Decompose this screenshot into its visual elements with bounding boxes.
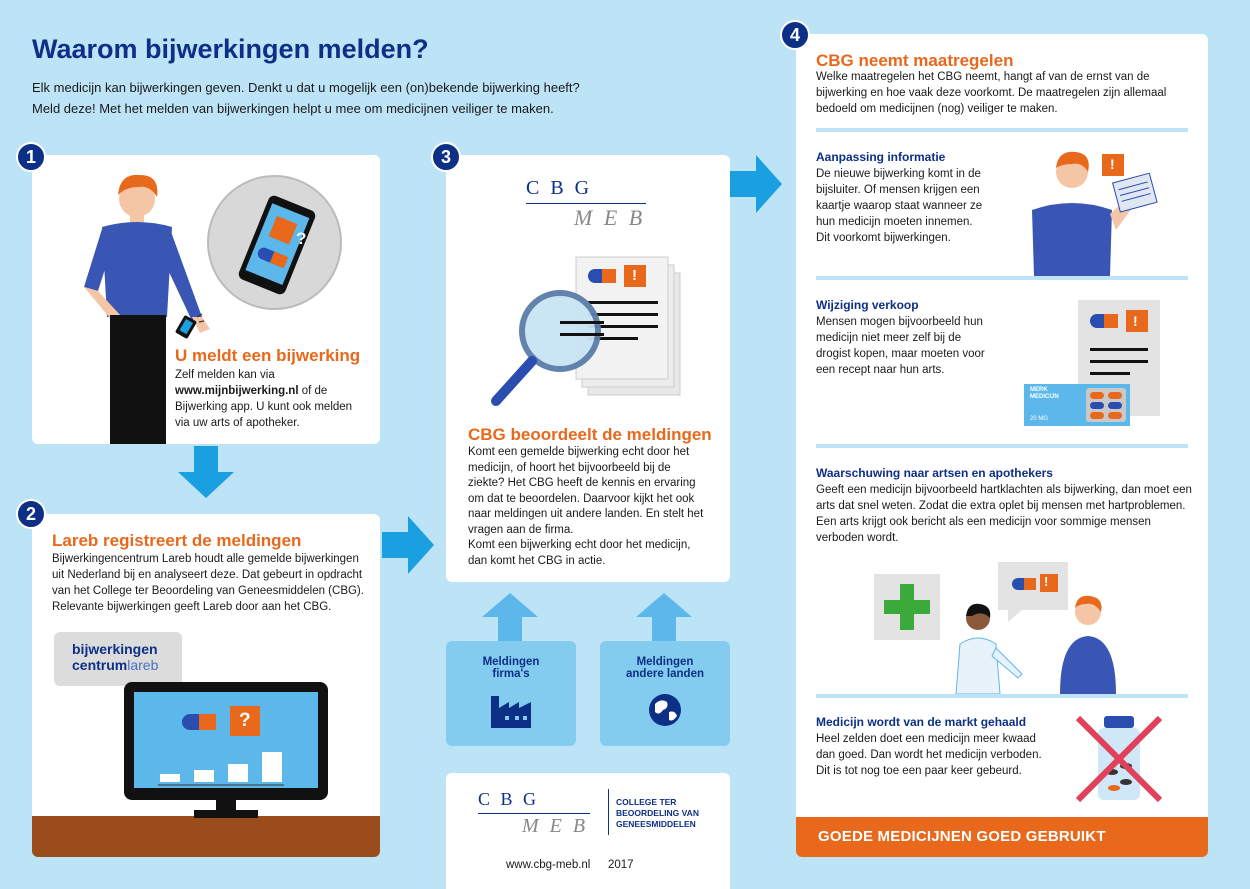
- footer-org-name: [616, 797, 699, 830]
- step1-title: U meldt een bijwerking: [175, 346, 361, 365]
- person-with-leaflet-illustration: [1022, 150, 1172, 276]
- phone-icon: [222, 190, 332, 300]
- section-text-markt: [816, 731, 1076, 779]
- desk: [32, 816, 380, 857]
- section-line: kaartje waarop staat wanneer ze: [816, 200, 983, 212]
- step3-line: Komt een bijwerking echt door het medicijn,: [468, 539, 691, 551]
- lareb-logo-light: lareb: [127, 657, 159, 673]
- lareb-logo: [54, 632, 182, 686]
- step2-line: Relevante bijwerkingen geeft Lareb door aan het CBG.: [52, 601, 332, 613]
- footer-cbg-logo: [478, 789, 598, 845]
- step3-line: Komt een gemelde bijwerking echt door het: [468, 446, 690, 458]
- step4-card: [796, 34, 1208, 857]
- source-label-line1: Meldingen: [482, 656, 540, 668]
- section-line: medicijn niet meer zelf bij de: [816, 332, 962, 344]
- step2-title: Lareb registreert de meldingen: [52, 531, 302, 550]
- cbg-logo: [526, 177, 656, 237]
- step3-card: [446, 155, 730, 582]
- source-label-line2: andere landen: [626, 668, 704, 680]
- section-line: verboden wordt.: [816, 532, 899, 544]
- lareb-logo-bold: centrum: [72, 657, 128, 673]
- package-label-line2: MEDICIJN: [1030, 394, 1059, 400]
- section-text-aanpassing: [816, 166, 1026, 246]
- divider: [816, 444, 1188, 448]
- step3-line: naar meldingen uit andere landen. En stelt het: [468, 508, 704, 520]
- speech-alert-symbol: !: [1044, 574, 1049, 589]
- monitor-illustration: [124, 682, 328, 822]
- section-line: arts dat snel weten. Zodat die extra oplet bij mensen met hartproblemen.: [816, 500, 1186, 512]
- section-line: dan goed. Dan wordt het medicijn verboden.: [816, 749, 1042, 761]
- arrow-down-icon: [178, 446, 234, 498]
- section-line: Geeft een medicijn bijvoorbeeld hartklachten als bijwerking, dan moet een: [816, 484, 1192, 496]
- source-box-firmas: [446, 641, 576, 746]
- section-line: Mensen mogen bijvoorbeeld hun: [816, 316, 983, 328]
- phone-question-symbol: ?: [296, 229, 307, 248]
- cbg-logo-bottom: M E B: [574, 205, 646, 230]
- step3-line: medicijn, of hoort het bijvoorbeeld bij de: [468, 461, 671, 474]
- section-line: De nieuwe bijwerking komt in de: [816, 168, 981, 180]
- arrow-up-icon: [482, 593, 538, 641]
- step1-line2-suffix: of de: [298, 385, 328, 397]
- step1-line3: Bijwerking app. U kunt ook melden: [175, 401, 353, 413]
- section-line: Een arts krijgt ook bericht als een medicijn voor sommige mensen: [816, 516, 1151, 528]
- section-line: bijsluiter. Of mensen krijgen een: [816, 184, 980, 196]
- step3-number-badge: 3: [431, 142, 461, 172]
- step2-number-badge: 2: [16, 499, 46, 529]
- prescription-and-package-illustration: [1022, 296, 1162, 430]
- step4-intro-line: bedoeld om medicijnen (nog) veiliger te maken.: [816, 103, 1058, 115]
- small-phone-icon: [175, 313, 205, 341]
- package-dose: 20 MG: [1030, 416, 1049, 422]
- arrow-right-icon: [382, 516, 434, 574]
- package-alert-symbol: !: [1133, 313, 1138, 329]
- divider: [816, 276, 1188, 280]
- banned-medicine-icon: [1072, 712, 1166, 806]
- footer-year: 2017: [608, 859, 634, 871]
- source-box-andere-landen: [600, 641, 730, 746]
- step3-line: vragen aan de firma.: [468, 523, 574, 536]
- step3-text: [468, 445, 726, 569]
- footer-logo-card: [446, 773, 730, 889]
- section-line: hun medicijn moeten innemen.: [816, 216, 973, 228]
- section-line: drogist kopen, maar moeten voor: [816, 348, 985, 360]
- mijnbijwerking-link[interactable]: www.mijnbijwerking.nl: [175, 385, 299, 397]
- lareb-logo-line1: bijwerkingen: [72, 641, 158, 657]
- step2-text: [52, 551, 372, 615]
- step3-line: om dat te beoordelen. Daarvoor kijkt het ook: [468, 492, 695, 505]
- leaflet-alert-symbol: !: [1110, 156, 1115, 172]
- section-title-markt: Medicijn wordt van de markt gehaald: [816, 715, 1027, 729]
- footer-org-line2: BEOORDELING VAN: [616, 808, 699, 818]
- section-title-verkoop: Wijziging verkoop: [816, 298, 919, 312]
- section-line: Heel zelden doet een medicijn meer kwaad: [816, 733, 1036, 745]
- source-label-line2: firma's: [492, 668, 530, 680]
- section-line: een recept naar hun arts.: [816, 364, 945, 376]
- divider: [816, 694, 1188, 698]
- divider: [816, 128, 1188, 132]
- screen-question-symbol: ?: [239, 710, 251, 731]
- step2-line: van het College ter Beoordeling van Geneesmiddelen (CBG).: [52, 585, 364, 597]
- footer-url[interactable]: www.cbg-meb.nl: [506, 859, 591, 871]
- footer-org-line3: GENEESMIDDELEN: [616, 819, 696, 829]
- globe-icon: [647, 692, 683, 728]
- step1-line1: Zelf melden kan via: [175, 369, 275, 381]
- arrow-right-icon: [730, 155, 782, 213]
- section-text-waarschuwing: [816, 482, 1206, 546]
- step4-intro: [816, 69, 1206, 117]
- intro-line-1: Elk medicijn kan bijwerkingen geven. Denkt u dat u mogelijk een (on)bekende bijwerking heeft?: [32, 80, 580, 95]
- arrow-up-icon: [636, 593, 692, 641]
- step4-intro-line: Welke maatregelen het CBG neemt, hangt af van de ernst van de: [816, 71, 1150, 83]
- factory-icon: [489, 694, 533, 728]
- step2-card: [32, 514, 380, 857]
- section-line: Dit is tot nog toe een paar keer gebeurd.: [816, 765, 1022, 777]
- step1-text: [175, 367, 375, 431]
- source-label-line1: Meldingen: [636, 656, 694, 668]
- step2-line: uit Nederland bij en analyseert deze. Dat gebeurt in opdracht: [52, 569, 363, 581]
- cbg-logo-top: C B G: [526, 177, 593, 199]
- documents-illustration: [488, 253, 688, 423]
- section-title-waarschuwing: Waarschuwing naar artsen en apothekers: [816, 466, 1053, 480]
- section-text-verkoop: [816, 314, 1026, 378]
- step4-intro-line: bijwerking en hoe vaak deze voorkomt. De maatregelen zijn allemaal: [816, 87, 1167, 99]
- page-title: Waarom bijwerkingen melden?: [32, 34, 429, 64]
- footer-cbg-logo-bottom: M E B: [522, 815, 589, 837]
- doc-alert-symbol: !: [632, 267, 637, 284]
- section-title-aanpassing: Aanpassing informatie: [816, 150, 946, 164]
- step1-card: [32, 155, 380, 444]
- step3-line: ziekte? Het CBG heeft de kennis en ervaring: [468, 477, 696, 489]
- intro-line-2: Meld deze! Met het melden van bijwerkingen helpt u mee om medicijnen veiliger te maken.: [32, 101, 554, 116]
- package-label-line1: MERK: [1030, 387, 1048, 393]
- step4-number-badge: 4: [780, 20, 810, 50]
- footer-org-line1: COLLEGE TER: [616, 797, 677, 807]
- step3-title: CBG beoordeelt de meldingen: [468, 425, 712, 444]
- footer-cbg-logo-top: C B G: [478, 789, 540, 809]
- step2-line: Bijwerkingencentrum Lareb houdt alle gemelde bijwerkingen: [52, 553, 359, 565]
- package-label: [1030, 387, 1059, 401]
- step3-line: dan komt het CBG in actie.: [468, 554, 606, 567]
- step1-number-badge: 1: [16, 142, 46, 172]
- slogan-text: GOEDE MEDICIJNEN GOED GEBRUIKT: [818, 828, 1106, 845]
- step1-line4: via uw arts of apotheker.: [175, 417, 300, 429]
- doctor-and-patient-illustration: [872, 558, 1132, 694]
- section-line: Dit voorkomt bijwerkingen.: [816, 232, 951, 244]
- step4-title: CBG neemt maatregelen: [816, 51, 1014, 70]
